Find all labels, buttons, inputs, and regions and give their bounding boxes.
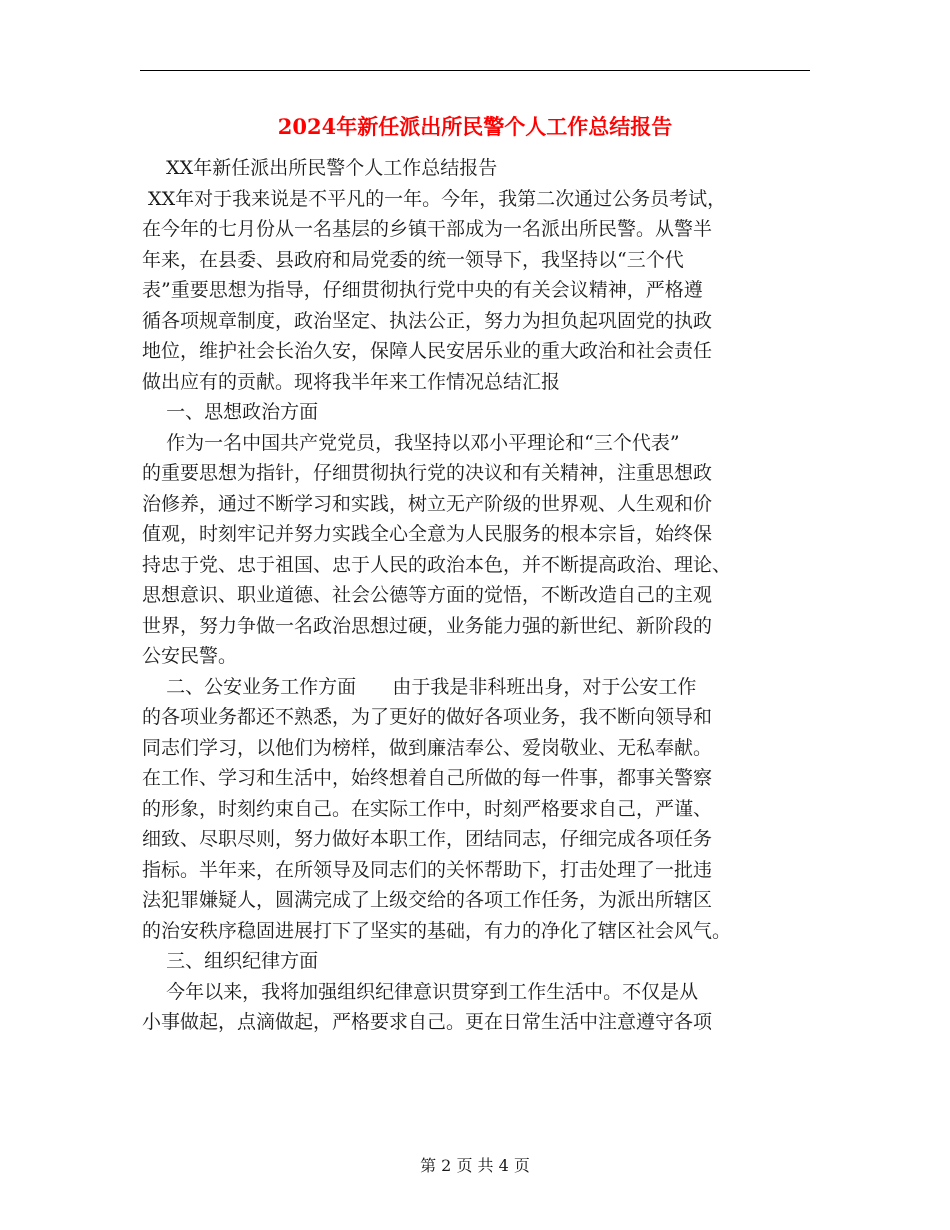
body-line: 值观，时刻牢记并努力实践全心全意为人民服务的根本宗旨，始终保 [142, 523, 713, 545]
section-heading: 一、思想政治方面 [142, 401, 319, 423]
body-line: 治修养，通过不断学习和实践，树立无产阶级的世界观、人生观和价 [142, 492, 713, 515]
body-line: XX年对于我来说是不平凡的一年。今年，我第二次通过公务员考试， [142, 187, 727, 210]
body-line: 指标。半年来，在所领导及同志们的关怀帮助下，打击处理了一批违 [142, 858, 713, 881]
section-heading: 二、公安业务工作方面 由于我是非科班出身，对于公安工作 [142, 675, 697, 698]
header-rule [140, 70, 810, 71]
body-line: 在工作、学习和生活中，始终想着自己所做的每一件事，都事关警察 [142, 767, 713, 789]
body-line: 循各项规章制度，政治坚定、执法公正，努力为担负起巩固党的执政 [142, 309, 713, 332]
body-line: 做出应有的贡献。现将我半年来工作情况总结汇报 [142, 370, 561, 393]
body-line: 思想意识、职业道德、社会公德等方面的觉悟，不断改造自己的主观 [142, 584, 713, 606]
page-number: 第 2 页 共 4 页 [420, 1156, 530, 1175]
body-line: 世界，努力争做一名政治思想过硬，业务能力强的新世纪、新阶段的 [142, 614, 713, 637]
body-line: 小事做起，点滴做起，严格要求自己。更在日常生活中注意遵守各项 [142, 1011, 713, 1033]
body-line: 的各项业务都还不熟悉，为了更好的做好各项业务，我不断向领导和 [142, 706, 713, 728]
body-line: 的形象，时刻约束自己。在实际工作中，时刻严格要求自己，严谨、 [142, 797, 713, 820]
body-line: 细致、尽职尽则，努力做好本职工作，团结同志，仔细完成各项任务 [142, 828, 713, 850]
document-title: 2024年新任派出所民警个人工作总结报告 [277, 114, 673, 139]
document-body [142, 153, 822, 1038]
body-line: 地位，维护社会长治久安，保障人民安居乐业的重大政治和社会责任 [142, 340, 713, 362]
body-line: 公安民警。 [142, 645, 238, 667]
body-line: 作为一名中国共产党党员，我坚持以邓小平理论和“三个代表” [142, 431, 680, 454]
body-line: 的重要思想为指针，仔细贯彻执行党的决议和有关精神，注重思想政 [142, 462, 713, 484]
body-line: 法犯罪嫌疑人，圆满完成了上级交给的各项工作任务，为派出所辖区 [142, 889, 713, 911]
body-line: 持忠于党、忠于祖国、忠于人民的政治本色，并不断提高政治、理论、 [142, 553, 732, 576]
body-line: 今年以来，我将加强组织纪律意识贯穿到工作生活中。不仅是从 [142, 980, 699, 1003]
body-line: 在今年的七月份从一名基层的乡镇干部成为一名派出所民警。从警半 [142, 218, 713, 240]
body-line: 的治安秩序稳固进展打下了坚实的基础，有力的净化了辖区社会风气。 [142, 919, 732, 942]
body-line: 表”重要思想为指导，仔细贯彻执行党中央的有关会议精神，严格遵 [142, 279, 703, 301]
section-heading: 三、组织纪律方面 [142, 950, 319, 972]
body-line: 年来，在县委、县政府和局党委的统一领导下，我坚持以“三个代 [142, 248, 684, 271]
body-line: XX年新任派出所民警个人工作总结报告 [142, 157, 498, 179]
body-line: 同志们学习，以他们为榜样，做到廉洁奉公、爱岗敬业、无私奉献。 [142, 736, 713, 759]
